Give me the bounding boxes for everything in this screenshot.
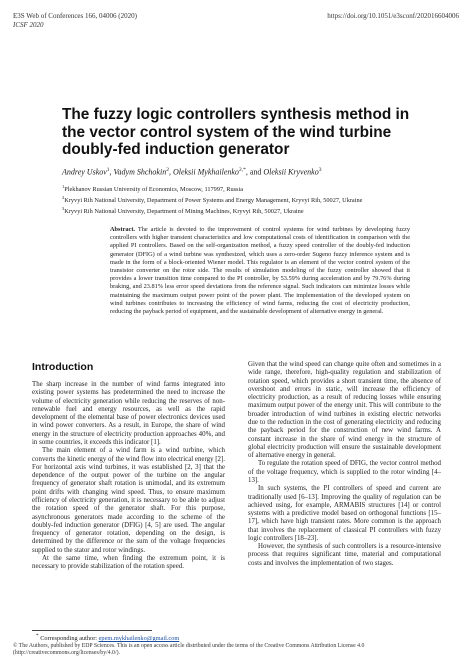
footnote-label: Corresponding author:: [40, 635, 98, 643]
journal-info: [13, 12, 137, 30]
author-name: Vadym Shchokin: [113, 167, 167, 177]
paper-title: The fuzzy logic controllers synthesis method in the vector control system of the wind turbine doubly-fed induction generator: [62, 106, 410, 158]
body-paragraph: However, the synthesis of such controllers is a resource-intensive process that requires significant time, material and computational costs and involves the implementation of two stages.: [248, 543, 441, 567]
conference-name: ICSF 2020: [13, 21, 44, 29]
affiliation-sup: 2: [62, 195, 65, 201]
body-paragraph: The main element of a wind farm is a wind turbine, which converts the kinetic energy of the wind flow into electrical energy [2]. For horizontal axis wind turbines, it was established [2, 3] that the dependence of the output power of the turbine on the angular frequency of generator shaft rotation is unimodal, and its extremum point drifts with changing wind speed. Thus, to ensure maximum efficiency of electricity generation, it is necessary to be able to adjust the rotation speed of the generator shaft. For this purpose, asynchronous generators made according to the scheme of the doubly-fed induction generator (DFIG) [4, 5] are used. The angular frequency of generator rotation, depending on the design, is determined by the difference or the sum of the voltage frequencies supplied to the stator and rotor windings.: [32, 447, 225, 554]
body-paragraph: To regulate the rotation speed of DFIG, the vector control method of the voltage frequency, which is supplied to the rotor winding [4–13].: [248, 460, 441, 484]
footnote-divider: [32, 630, 152, 631]
affiliation: [62, 194, 422, 205]
affiliation-text: Plekhanov Russian University of Economics, Moscow, 117997, Russia: [64, 186, 244, 194]
author-affil-sup: 2,*: [238, 167, 246, 173]
affiliation: [62, 205, 422, 216]
affiliation-text: Kryvyi Rih National University, Department of Mining Machines, Kryvyi Rih, 50027, Ukraine: [64, 208, 304, 216]
author-list: [62, 165, 422, 178]
body-paragraph: The sharp increase in the number of wind farms integrated into existing power systems has predetermined the need to increase the volume of electricity generation while reducing the reserves of non-renewable fuel and energy resources, as well as the rapid development of the elemental base of power electronics devices used in wind power converters. As a result, in Europe, the share of wind energy in the structure of electricity production approaches 40%, and in some countries, it exceeds this indicator [1].: [32, 381, 225, 446]
author-separator: ,: [168, 167, 173, 177]
affiliation-sup: 3: [62, 206, 65, 212]
author-separator: ,: [109, 167, 114, 177]
left-column: [32, 361, 225, 571]
footnote-marker: *: [36, 633, 39, 639]
abstract-text: The article is devoted to the improvement of control systems for wind turbines by developing fuzzy controllers with higher transient characteristics and low computational costs of identification in comparison with the applied PI controllers. Based on the self-organization method, a fuzzy speed controller of the doubly-fed induction generator (DFIG) of a wind turbine was synthesized, which uses a zero-order Sugeno fuzzy inference system and is made in the form of a block-oriented Wiener model. This regulator is an element of the vector control system of the transistor converter on the rotor side. The results of simulation modeling of the fuzzy controller showed that it provides a lower transition time compared to the PI controller, by 53.59% during acceleration and by 79.76% during braking, and 23.81% less error speed deviations from the reference signal. Such indicators can minimize losses while maintaining the maximum output power point of the power plant. The implementation of the developed system on wind turbines contributes to increasing the efficiency of wind farms, reducing the cost of electricity production, reducing the payback period of equipment, and the sustainable development of alternative energy in general.: [110, 226, 410, 316]
body-paragraph: In such systems, the PI controllers of speed and current are traditionally used [6–13]. Improving the quality of regulation can be achieved using, for example, ARMABIS structures [14] or control systems with a predictive model based on orthogonal functions [15–17], which have high transient rates. More common is the approach that involves the replacement of classical PI controllers with fuzzy logic controllers [18–23].: [248, 485, 441, 542]
author-affil-sup: 2: [166, 167, 169, 173]
journal-line: E3S Web of Conferences 166, 04006 (2020): [13, 12, 137, 20]
page-header: [13, 12, 459, 32]
affiliation-text: Kryvyi Rih National University, Department of Power Systems and Energy Management, Kryvyi Rih, 50027, Ukraine: [64, 197, 363, 205]
author-name: Andrey Uskov: [62, 167, 107, 177]
affiliation: [62, 183, 422, 194]
body-paragraph: At the same time, when finding the extremum point, it is necessary to provide stabilization of the rotation speed.: [32, 554, 225, 571]
footnote: [36, 632, 456, 643]
affiliation-list: [62, 183, 422, 216]
author-separator: , and: [245, 167, 264, 177]
body-paragraph: Given that the wind speed can change quite often and sometimes in a wide range, therefore, high-quality regulation and stabilization of rotation speed, which provides a short transient time, the absence of overshoot and errors in static, will increase the efficiency of electricity production, as a result of reducing losses while ensuring maximum output power of the energy unit. This will contribute to the broader introduction of wind turbines in existing electric networks due to the reduction in the cost of generating electricity and reducing the payback period for the construction of new wind farms. A constant increase in the share of wind energy in the structure of global electricity production will ensure the sustainable development of alternative energy in general.: [248, 361, 441, 460]
license-notice: © The Authors, published by EDP Sciences. This is an open access article distributed under the terms of the Creative Commons Attribution License 4.0 (http://creativecommons.org/licenses/by/4.0/).: [13, 643, 365, 656]
section-heading-introduction: Introduction: [32, 361, 94, 373]
abstract-label: Abstract.: [110, 226, 136, 233]
abstract: [110, 226, 410, 316]
doi-link[interactable]: https://doi.org/10.1051/e3sconf/202016604006: [327, 12, 459, 20]
author-affil-sup: 3: [318, 167, 322, 173]
author-email-link[interactable]: epem.mykhailenko@gmail.com: [98, 635, 180, 643]
author-name: Oleksii Kryvenko: [263, 167, 319, 177]
right-column: [248, 361, 441, 568]
author-name: Oleksii Mykhailenko: [172, 167, 239, 177]
author-affil-sup: 1: [106, 167, 110, 173]
affiliation-sup: 1: [62, 184, 65, 189]
